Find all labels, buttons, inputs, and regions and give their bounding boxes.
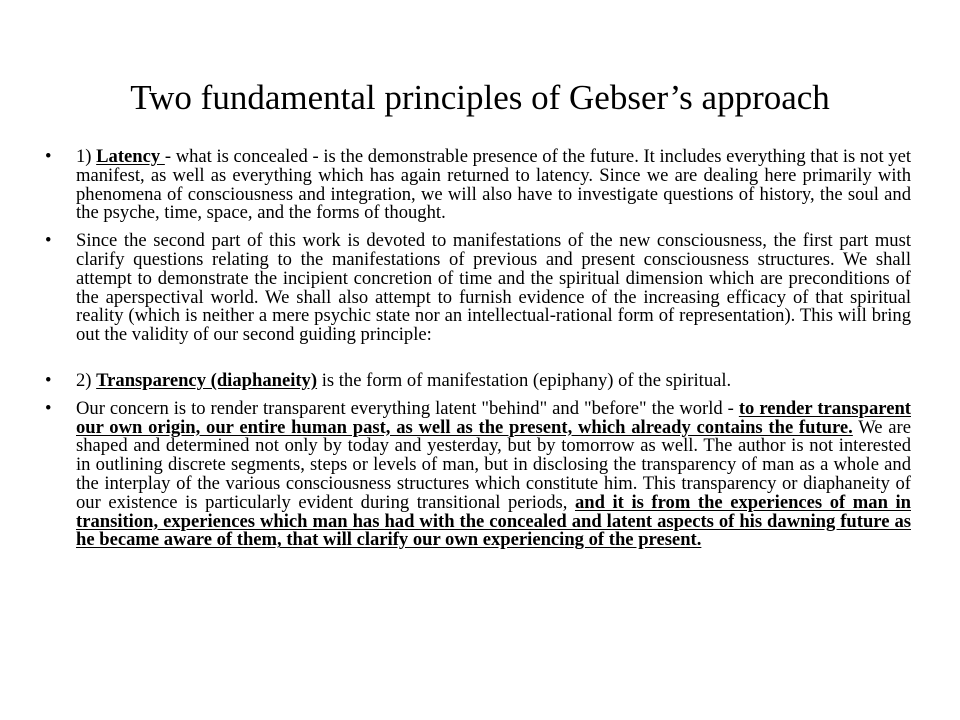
bullet-transparency [45, 369, 911, 391]
bullet-second-part [45, 232, 911, 345]
bullet-text: Since the second part of this work is devoted to manifestations of the new consciousness, the first part must clarify questions relating to the manifestations of previous and present consciousness structures. We shall attempt to demonstrate the incipient concretion of time and the spiritual dimension which are preconditions of the aperspectival world. We shall also attempt to furnish evidence of the increasing efficacy of that spiritual reality (which is neither a mere psychic state nor an intellectual-rational form of representation). This will bring out the validity of our second guiding principle: [76, 230, 911, 346]
bullet-text: 1) [76, 146, 97, 167]
emphasis-transition: and it is from the experiences of man in transition, experiences which man has had with the concealed and latent aspects of his dawning future as he became aware of them, that will clarify our own experiencing of the present. [76, 491, 911, 551]
bullet-text: 2) [76, 369, 97, 391]
latency-term: Latency [96, 146, 165, 167]
bullet-latency [45, 148, 911, 223]
transparency-term: Transparency (diaphaneity) [96, 369, 318, 391]
slide-title: Two fundamental principles of Gebser’s approach [130, 78, 830, 117]
bullet-text: is the form of manifestation (epiphany) of the spiritual. [317, 369, 732, 391]
bullet-concern [45, 397, 911, 551]
emphasis-origin: to render transparent our own origin, our entire human past, as well as the present, which already contains the future. [76, 397, 911, 438]
bullet-text: We are shaped and determined not only by today and yesterday, but by tomorrow as well. The author is not interested in outlining discrete segments, steps or levels of man, but in disclosing the transparency of man as a whole and the interplay of the various consciousness structures which constitute him. This transparency or diaphaneity of our existence is particularly evident during transitional periods, [76, 416, 911, 513]
bullet-text: - what is concealed - is the demonstrable presence of the future. It includes everything that is not yet manifest, as well as everything which has again returned to latency. Since we are dealing here primarily with phenomena of consciousness and integration, we will also have to investigate questions of history, the soul and the psyche, time, space, and the forms of thought. [76, 146, 911, 224]
bullet-text: Our concern is to render transparent everything latent "behind" and "before" the world - [76, 397, 739, 419]
bullet-list [45, 148, 911, 559]
